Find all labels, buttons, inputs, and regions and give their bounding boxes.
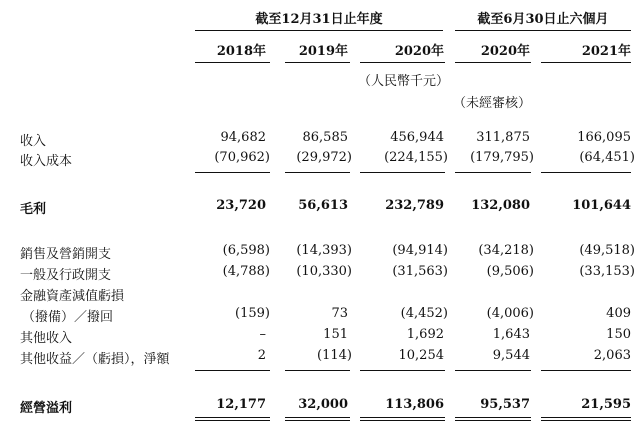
double-line-top-3 bbox=[360, 417, 445, 418]
cell-admin-2020h: (9,506) bbox=[486, 264, 534, 279]
row-label-admin-expenses: 一般及行政開支 bbox=[20, 268, 112, 283]
cell-cost-2020h: (179,795) bbox=[470, 150, 534, 165]
row-label-provision-reversal: （撥備）／撥回 bbox=[22, 310, 114, 325]
cell-og-2018: 2 bbox=[257, 348, 266, 363]
double-line-bottom-2 bbox=[285, 420, 350, 421]
cell-cost-2018: (70,962) bbox=[214, 150, 270, 165]
cell-oi-2020: 1,692 bbox=[406, 327, 444, 342]
double-line-bottom-5 bbox=[541, 420, 631, 421]
subtotal-line-2 bbox=[285, 172, 350, 173]
cell-sell-2019: (14,393) bbox=[296, 243, 352, 258]
cell-revenue-2018: 94,682 bbox=[220, 130, 266, 145]
year-underline-2019 bbox=[285, 62, 350, 63]
cell-cost-2020: (224,155) bbox=[384, 150, 448, 165]
cell-op-2021h: 21,595 bbox=[581, 397, 631, 412]
cell-prov-2020: (4,452) bbox=[400, 306, 448, 321]
cell-gp-2020h: 132,080 bbox=[471, 198, 530, 213]
year-underline-2020 bbox=[360, 62, 445, 63]
year-underline-2020-half bbox=[455, 62, 531, 63]
cell-gp-2020: 232,789 bbox=[385, 198, 444, 213]
row-label-gross-profit: 毛利 bbox=[20, 202, 47, 217]
year-header-2019: 2019年 bbox=[298, 44, 348, 59]
cell-revenue-2020: 456,944 bbox=[390, 130, 444, 145]
cell-oi-2021h: 150 bbox=[606, 327, 631, 342]
cell-op-2019: 32,000 bbox=[298, 397, 348, 412]
cell-gp-2021h: 101,644 bbox=[572, 198, 631, 213]
subtotal-line-5 bbox=[541, 172, 631, 173]
cell-prov-2019: 73 bbox=[331, 306, 348, 321]
cell-og-2020h: 9,544 bbox=[492, 348, 530, 363]
subtotal-line-4 bbox=[455, 172, 531, 173]
row-label-impairment: 金融資產減值虧損 bbox=[20, 289, 125, 304]
row-label-other-gains: 其他收益／（虧損），淨額 bbox=[20, 352, 170, 367]
cell-admin-2021h: (33,153) bbox=[579, 264, 635, 279]
cell-prov-2018: (159) bbox=[235, 306, 270, 321]
year-header-2018: 2018年 bbox=[216, 44, 266, 59]
year-header-2020-half: 2020年 bbox=[480, 44, 530, 59]
cell-prov-2021h: 409 bbox=[606, 306, 631, 321]
period-header-year: 截至12月31日止年度 bbox=[255, 12, 383, 27]
cell-op-2020: 113,806 bbox=[385, 397, 444, 412]
double-line-bottom-4 bbox=[455, 420, 531, 421]
year-underline-2021-half bbox=[541, 62, 631, 63]
double-line-bottom-1 bbox=[195, 420, 270, 421]
row-label-cost-of-revenue: 收入成本 bbox=[20, 154, 73, 169]
subtotal-line-3 bbox=[360, 172, 445, 173]
cell-oi-2019: 151 bbox=[323, 327, 348, 342]
cell-op-2020h: 95,537 bbox=[480, 397, 530, 412]
row-label-revenue: 收入 bbox=[20, 134, 47, 149]
cell-prov-2020h: (4,006) bbox=[486, 306, 534, 321]
total-line-1 bbox=[195, 370, 270, 371]
cell-cost-2019: (29,972) bbox=[296, 150, 352, 165]
subtotal-line-1 bbox=[195, 172, 270, 173]
year-underline-2018 bbox=[195, 62, 270, 63]
cell-gp-2019: 56,613 bbox=[298, 198, 348, 213]
double-line-bottom-3 bbox=[360, 420, 445, 421]
year-header-2020: 2020年 bbox=[394, 44, 444, 59]
total-line-2 bbox=[285, 370, 350, 371]
unaudited-note: （未經審核） bbox=[453, 96, 532, 111]
cell-og-2019: (114) bbox=[317, 348, 352, 363]
unit-note: （人民幣千元） bbox=[358, 74, 450, 89]
cell-og-2021h: 2,063 bbox=[593, 348, 631, 363]
cell-gp-2018: 23,720 bbox=[216, 198, 266, 213]
cell-cost-2021h: (64,451) bbox=[579, 150, 635, 165]
cell-admin-2018: (4,788) bbox=[222, 264, 270, 279]
total-line-4 bbox=[455, 370, 531, 371]
cell-revenue-2021h: 166,095 bbox=[577, 130, 631, 145]
period-header-half: 截至6月30日止六個月 bbox=[477, 12, 609, 27]
row-label-operating-profit: 經營溢利 bbox=[20, 401, 73, 416]
cell-sell-2020h: (34,218) bbox=[478, 243, 534, 258]
double-line-top-2 bbox=[285, 417, 350, 418]
cell-op-2018: 12,177 bbox=[216, 397, 266, 412]
row-label-selling-expenses: 銷售及營銷開支 bbox=[20, 247, 112, 262]
double-line-top-5 bbox=[541, 417, 631, 418]
double-line-top-4 bbox=[455, 417, 531, 418]
cell-oi-2020h: 1,643 bbox=[492, 327, 530, 342]
total-line-3 bbox=[360, 370, 445, 371]
cell-sell-2018: (6,598) bbox=[222, 243, 270, 258]
period-underline-half bbox=[455, 30, 631, 31]
cell-oi-2018: – bbox=[259, 327, 266, 342]
row-label-other-income: 其他收入 bbox=[20, 331, 73, 346]
cell-admin-2019: (10,330) bbox=[296, 264, 352, 279]
double-line-top-1 bbox=[195, 417, 270, 418]
cell-sell-2021h: (49,518) bbox=[579, 243, 635, 258]
cell-revenue-2019: 86,585 bbox=[302, 130, 348, 145]
year-header-2021-half: 2021年 bbox=[581, 44, 631, 59]
period-underline-year bbox=[195, 30, 443, 31]
total-line-5 bbox=[541, 370, 631, 371]
cell-og-2020: 10,254 bbox=[398, 348, 444, 363]
cell-revenue-2020h: 311,875 bbox=[476, 130, 530, 145]
cell-sell-2020: (94,914) bbox=[392, 243, 448, 258]
cell-admin-2020: (31,563) bbox=[392, 264, 448, 279]
